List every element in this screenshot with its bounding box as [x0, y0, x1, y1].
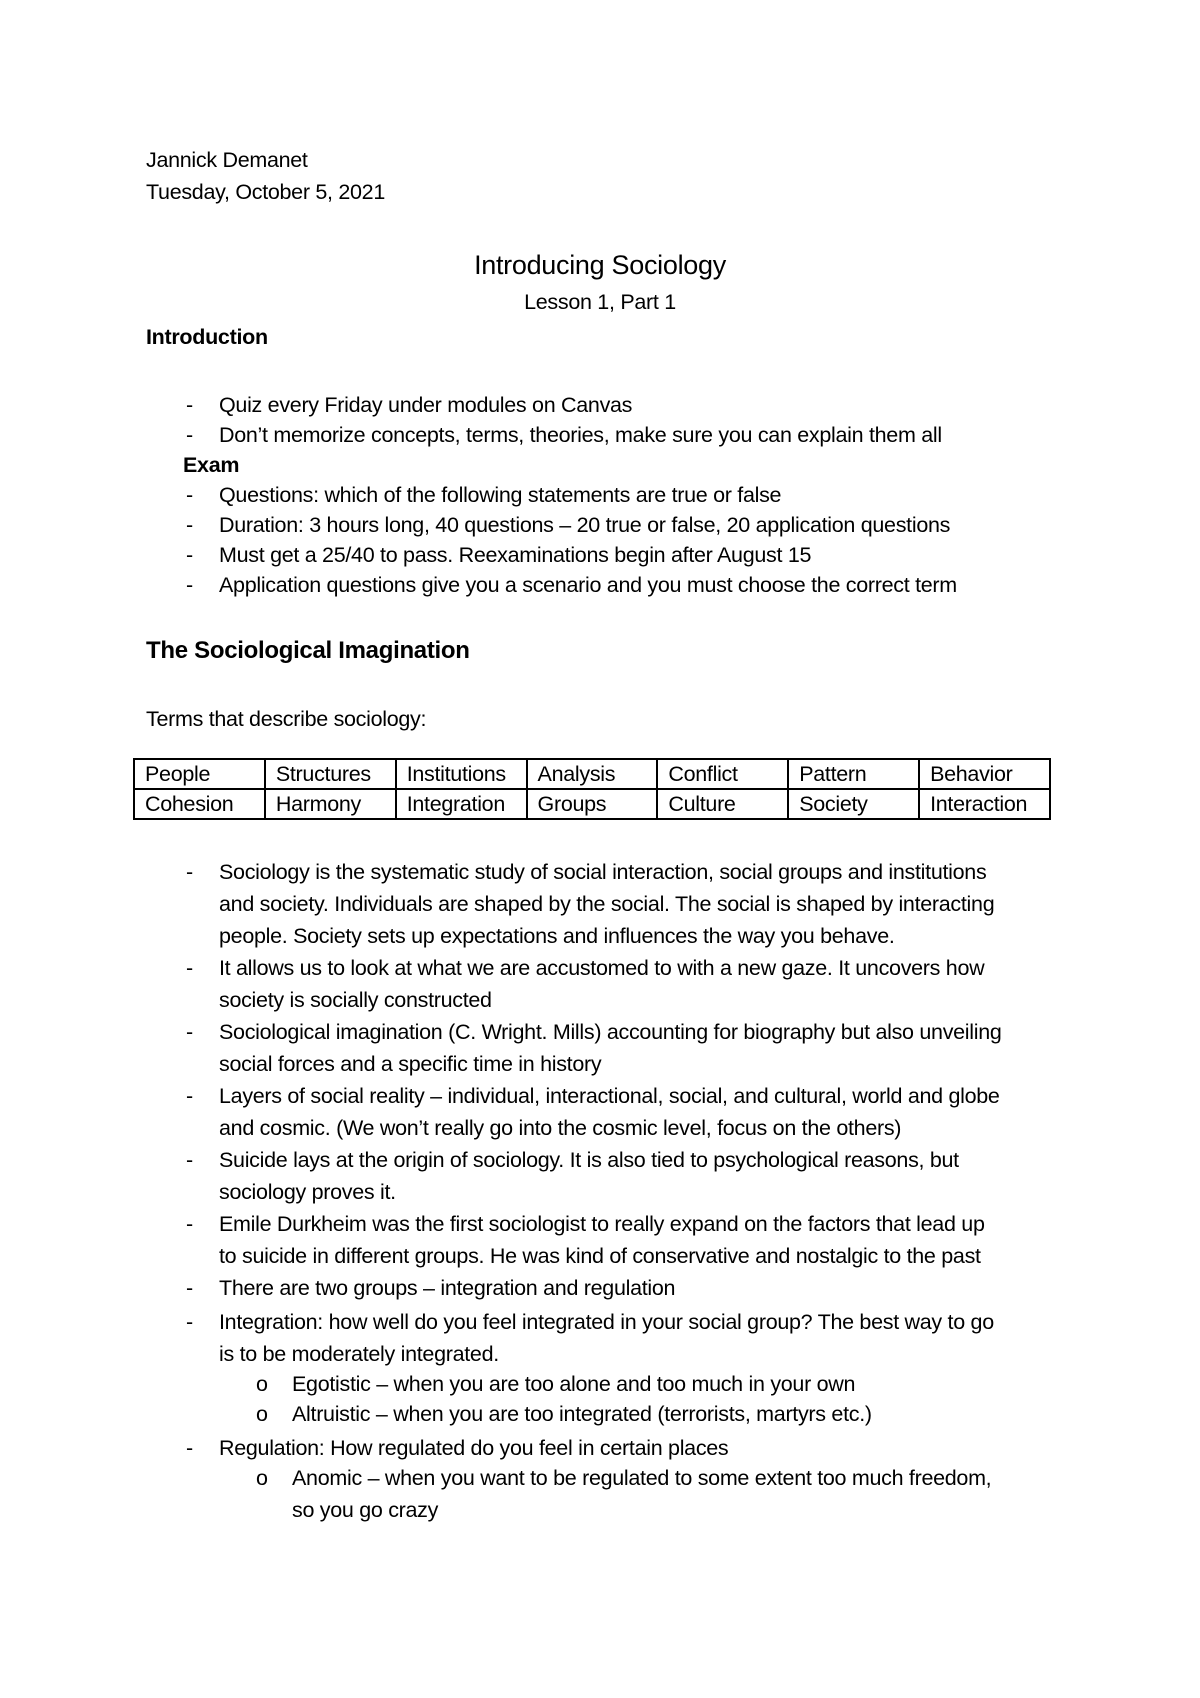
table-cell: Institutions	[396, 759, 527, 789]
table-cell: Structures	[265, 759, 396, 789]
table-cell: Pattern	[788, 759, 919, 789]
list-item: sociology proves it.	[219, 1180, 396, 1204]
bullet-dash: -	[186, 956, 193, 980]
bullet-dash: -	[186, 1020, 193, 1044]
bullet-dash: -	[186, 1148, 193, 1172]
table-cell: Groups	[527, 789, 658, 819]
list-item: society is socially constructed	[219, 988, 492, 1012]
terms-table	[133, 758, 1051, 820]
list-item: Altruistic – when you are too integrated (terrorists, martyrs etc.)	[292, 1402, 872, 1426]
bullet-dash: -	[186, 513, 193, 537]
list-item: Sociology is the systematic study of social interaction, social groups and institutions	[219, 860, 987, 884]
table-cell: Conflict	[657, 759, 788, 789]
list-item: social forces and a specific time in history	[219, 1052, 602, 1076]
list-item: Layers of social reality – individual, interactional, social, and cultural, world and globe	[219, 1084, 1000, 1108]
table-row	[134, 759, 1050, 789]
sub-bullet-marker: o	[256, 1466, 268, 1490]
bullet-dash: -	[186, 860, 193, 884]
page-title: Introducing Sociology	[474, 250, 726, 280]
bullet-dash: -	[186, 393, 193, 417]
list-item: Duration: 3 hours long, 40 questions – 20 true or false, 20 application questions	[219, 513, 951, 537]
exam-label: Exam	[183, 453, 240, 477]
bullet-dash: -	[186, 1212, 193, 1236]
list-item: Sociological imagination (C. Wright. Mills) accounting for biography but also unveiling	[219, 1020, 1002, 1044]
section-heading-introduction: Introduction	[146, 325, 268, 349]
page-subtitle: Lesson 1, Part 1	[524, 290, 676, 314]
list-item: There are two groups – integration and regulation	[219, 1276, 676, 1300]
list-item: Don’t memorize concepts, terms, theories, make sure you can explain them all	[219, 423, 942, 447]
table-cell: Cohesion	[134, 789, 265, 819]
bullet-dash: -	[186, 1276, 193, 1300]
bullet-dash: -	[186, 1436, 193, 1460]
list-item: so you go crazy	[292, 1498, 439, 1522]
author-name: Jannick Demanet	[146, 148, 308, 172]
bullet-dash: -	[186, 543, 193, 567]
table-cell: People	[134, 759, 265, 789]
bullet-dash: -	[186, 573, 193, 597]
list-item: to suicide in different groups. He was kind of conservative and nostalgic to the past	[219, 1244, 981, 1268]
list-item: Emile Durkheim was the first sociologist to really expand on the factors that lead up	[219, 1212, 985, 1236]
list-item: Anomic – when you want to be regulated to some extent too much freedom,	[292, 1466, 992, 1490]
terms-label: Terms that describe sociology:	[146, 707, 427, 731]
sub-bullet-marker: o	[256, 1402, 268, 1426]
list-item: Integration: how well do you feel integrated in your social group? The best way to go	[219, 1310, 994, 1334]
list-item: Application questions give you a scenario and you must choose the correct term	[219, 573, 957, 597]
bullet-dash: -	[186, 423, 193, 447]
table-cell: Harmony	[265, 789, 396, 819]
table-row	[134, 789, 1050, 819]
list-item: It allows us to look at what we are accustomed to with a new gaze. It uncovers how	[219, 956, 985, 980]
section-heading-sociological-imagination: The Sociological Imagination	[146, 637, 470, 664]
bullet-dash: -	[186, 1084, 193, 1108]
bullet-dash: -	[186, 483, 193, 507]
table-cell: Behavior	[919, 759, 1050, 789]
bullet-dash: -	[186, 1310, 193, 1334]
sub-bullet-marker: o	[256, 1372, 268, 1396]
table-cell: Culture	[657, 789, 788, 819]
list-item: and society. Individuals are shaped by the social. The social is shaped by interacting	[219, 892, 995, 916]
list-item: and cosmic. (We won’t really go into the cosmic level, focus on the others)	[219, 1116, 902, 1140]
list-item: is to be moderately integrated.	[219, 1342, 499, 1366]
document-date: Tuesday, October 5, 2021	[146, 180, 386, 204]
table-cell: Analysis	[527, 759, 658, 789]
table-cell: Interaction	[919, 789, 1050, 819]
table-cell: Integration	[396, 789, 527, 819]
list-item: Egotistic – when you are too alone and too much in your own	[292, 1372, 856, 1396]
list-item: Questions: which of the following statements are true or false	[219, 483, 782, 507]
list-item: Suicide lays at the origin of sociology. It is also tied to psychological reasons, but	[219, 1148, 959, 1172]
list-item: Quiz every Friday under modules on Canvas	[219, 393, 633, 417]
table-cell: Society	[788, 789, 919, 819]
list-item: Regulation: How regulated do you feel in certain places	[219, 1436, 729, 1460]
list-item: Must get a 25/40 to pass. Reexaminations begin after August 15	[219, 543, 812, 567]
list-item: people. Society sets up expectations and influences the way you behave.	[219, 924, 895, 948]
